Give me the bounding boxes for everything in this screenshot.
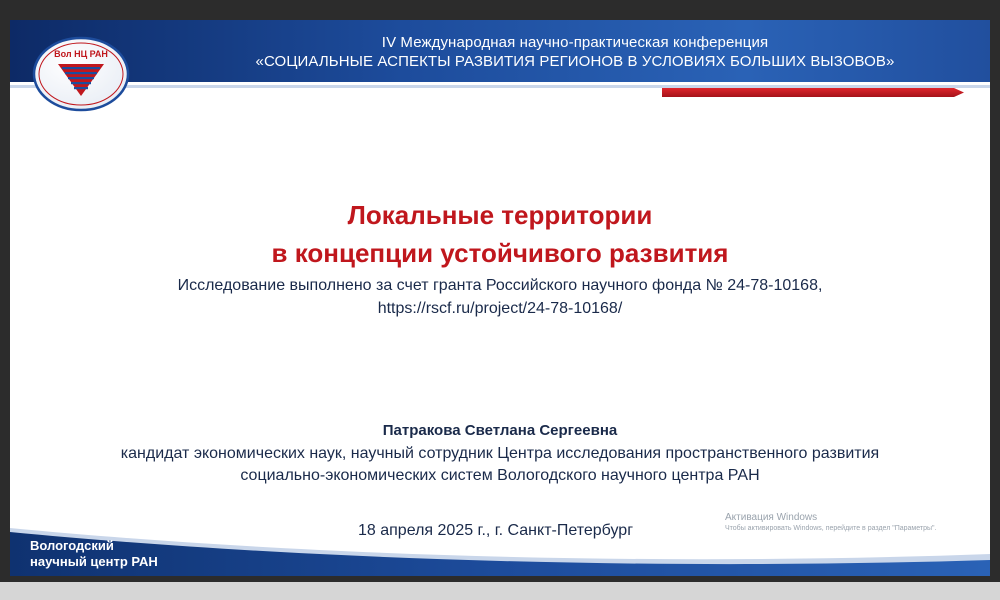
grant-url: https://rscf.ru/project/24-78-10168/: [377, 300, 623, 317]
slide-header: [10, 20, 990, 85]
date-and-place: 18 апреля 2025 г., г. Санкт-Петербург: [358, 522, 634, 539]
logo-text: Вол НЦ РАН: [54, 49, 108, 59]
footer-org-line1: Вологодский: [30, 538, 114, 553]
windows-activation-title: Активация Windows: [725, 512, 818, 523]
conference-title-line2: «СОЦИАЛЬНЫЕ АСПЕКТЫ РАЗВИТИЯ РЕГИОНОВ В УСЛОВИЯХ БОЛЬШИХ ВЫЗОВОВ»: [255, 53, 895, 70]
red-accent-bar: [662, 88, 964, 97]
slide-title-line1: Локальные территории: [347, 200, 653, 230]
author-name: Патракова Светлана Сергеевна: [382, 422, 618, 439]
windows-activation-subtitle: Чтобы активировать Windows, перейдите в раздел "Параметры".: [725, 525, 937, 532]
grant-info-line1: Исследование выполнено за счет гранта Российского научного фонда № 24-78-10168,: [177, 277, 823, 294]
slide-title-line2: в концепции устойчивого развития: [271, 238, 729, 268]
vol-nc-ran-logo-icon: [32, 36, 130, 112]
author-affiliation-line1: кандидат экономических наук, научный сотрудник Центра исследования пространственного развития: [120, 445, 880, 462]
conference-title-line1: IV Международная научно-практическая конференция: [381, 34, 769, 51]
author-affiliation-line2: социально-экономических систем Вологодского научного центра РАН: [240, 467, 760, 484]
slide: [10, 20, 990, 576]
footer-org-line2: научный центр РАН: [30, 554, 158, 569]
